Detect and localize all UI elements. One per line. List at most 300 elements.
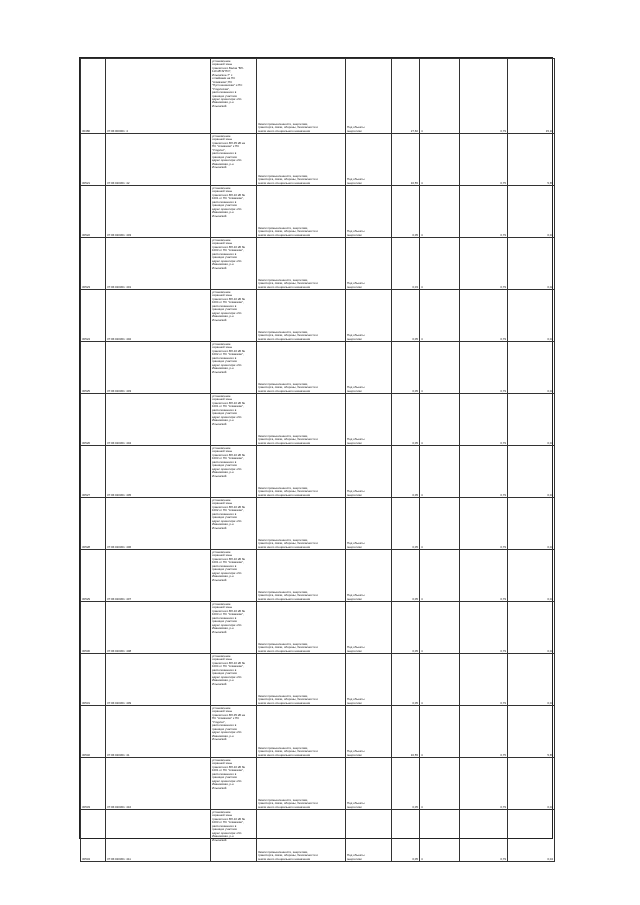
amount-value: 0,04 [508, 290, 555, 342]
permitted-use [346, 446, 392, 498]
unit-value: 4 [420, 134, 460, 186]
description-line: Ильинский [212, 421, 227, 426]
description-line: установление [212, 758, 231, 762]
description-line: адрес ориентира: обл. [212, 730, 243, 735]
description-line: Ильинское-7" с [212, 72, 233, 77]
land-category [257, 654, 346, 706]
record-number: 30522 [81, 186, 106, 238]
amount-value: 0,04 [508, 342, 555, 394]
description-line: расположенного в [212, 771, 237, 776]
description-line: охранной зоны [212, 813, 233, 818]
description-line: транзитного ВЛ-35 кВ на [212, 712, 245, 717]
encumbrance-description [211, 602, 257, 654]
description-line: границах участков [212, 463, 237, 468]
description-line: Ивановская, р-н [212, 522, 234, 527]
description-line: 1003 от ПС "Алмазово", [212, 248, 244, 253]
encumbrance-description [211, 342, 257, 394]
permitted-use-line: энергетики [347, 388, 362, 393]
description-line: границах участков [212, 619, 237, 624]
land-category-line: Земли промышленности, энергетики, [258, 537, 309, 542]
area-value: 0,05 [392, 758, 420, 810]
description-line: расположенного в [212, 563, 237, 568]
amount-value: 0,02 [508, 238, 555, 290]
land-category-line: транспорта, связи, обороны, безопасности и [258, 177, 318, 182]
unit-value: 4 [420, 550, 460, 602]
land-category-line: транспорта, связи, обороны, безопасности и [258, 333, 318, 338]
table-row [81, 654, 555, 706]
land-category-line: Земли промышленности, энергетики, [258, 277, 309, 282]
description-line: установление [212, 498, 231, 502]
record-number: 30530 [81, 602, 106, 654]
description-line: расположенного в [212, 459, 237, 464]
description-line: границах участков [212, 307, 237, 312]
cadastral-number: 37:06:020301: 42 [106, 134, 211, 186]
permitted-use-line: Под объекты [347, 333, 365, 338]
land-category-line: Земли промышленности, энергетики, [258, 849, 309, 854]
encumbrance-description [211, 654, 257, 706]
description-line: расположенного в [212, 199, 237, 204]
cadastral-number: 37:06:020301: 405 [106, 446, 211, 498]
cadastral-table [80, 58, 555, 862]
land-category [257, 550, 346, 602]
permitted-use [346, 706, 392, 758]
description-line: Ивановская, р-н [212, 574, 234, 579]
description-line: установление [212, 550, 231, 554]
permitted-use-line: энергетики [347, 700, 362, 705]
description-line: расположенного в [212, 823, 237, 828]
amount-value: 0,04 [508, 810, 555, 862]
description-line: Ильинский [212, 103, 227, 108]
cadastral-number: 37:06:020301: 409 [106, 654, 211, 706]
amount-value: 0,04 [508, 394, 555, 446]
description-line: расположенного в [212, 251, 237, 256]
description-line: установление [212, 394, 231, 398]
description-line: границах участков [212, 359, 237, 364]
table-row [81, 342, 555, 394]
description-line: Ивановская, р-н [212, 314, 234, 319]
land-category-line: Земли промышленности, энергетики, [258, 797, 309, 802]
cadastral-number: 37:06:020301: 404 [106, 394, 211, 446]
record-number: 30533 [81, 758, 106, 810]
description-line: Ильинский [212, 785, 227, 790]
land-category-line: Земли промышленности, энергетики, [258, 641, 309, 646]
description-line: охранной зоны [212, 241, 233, 246]
description-line: Ивановская, р-н [212, 210, 234, 215]
description-line: охранной зоны [212, 501, 233, 506]
description-line: адрес ориентира: обл. [212, 518, 243, 523]
land-category-line: Земли промышленности, энергетики, [258, 225, 309, 230]
coefficient-value: 0,79 [460, 550, 508, 602]
description-line: транзитного ВЛ-10 кВ № [212, 192, 245, 197]
description-line: Ильинский [212, 737, 227, 742]
permitted-use-line: Под объекты [347, 697, 365, 702]
description-line: адрес ориентира: обл. [212, 466, 243, 471]
cadastral-number: 37:06:020301: 411 [106, 810, 211, 862]
permitted-use-line: Под объекты [347, 489, 365, 494]
table-row [81, 134, 555, 186]
record-number: 30526 [81, 394, 106, 446]
description-line: установление [212, 654, 231, 658]
amount-value: 0,04 [508, 758, 555, 810]
description-line: Ивановская, р-н [212, 782, 234, 787]
amount-value: 5,65 [508, 134, 555, 186]
area-value: 0,05 [392, 394, 420, 446]
area-value: 0,05 [392, 446, 420, 498]
coefficient-value: 0,79 [460, 394, 508, 446]
permitted-use [346, 602, 392, 654]
record-number: 30525 [81, 342, 106, 394]
description-line: охранной зоны [212, 605, 233, 610]
description-line: расположенного в [212, 407, 237, 412]
coefficient-value: 0,79 [460, 654, 508, 706]
land-category [257, 238, 346, 290]
permitted-use [346, 758, 392, 810]
unit-value: 4 [420, 186, 460, 238]
description-line: адрес ориентира: обл. [212, 258, 243, 263]
record-number: 30521 [81, 134, 106, 186]
amount-value: 0,04 [508, 550, 555, 602]
description-line: транзитного ВЛ-10 кВ № [212, 244, 245, 249]
description-line: транзитного ВЛ-10 кВ № [212, 400, 245, 405]
unit-value: 4 [420, 602, 460, 654]
description-line: транзитного ВЛ-10 кВ № [212, 816, 245, 821]
permitted-use-line: Под объекты [347, 385, 365, 390]
land-category [257, 186, 346, 238]
description-line: границах участков [212, 567, 237, 572]
land-category-line: земли иного специального назначения [258, 284, 311, 289]
encumbrance-description [211, 498, 257, 550]
land-category-line: транспорта, связи, обороны, безопасности и [258, 281, 318, 286]
land-category-line: земли иного специального назначения [258, 388, 311, 393]
description-line: транзитного ВЛ-10 кВ № [212, 660, 245, 665]
description-line: границах участков [212, 726, 237, 731]
table-row [81, 602, 555, 654]
document-sheet [79, 57, 553, 861]
land-category [257, 446, 346, 498]
description-line: установление [212, 602, 231, 606]
permitted-use-line: Под объекты [347, 853, 365, 858]
land-category-line: транспорта, связи, обороны, безопасности и [258, 541, 318, 546]
land-category-line: земли иного специального назначения [258, 804, 311, 809]
unit-value: 4 [420, 59, 460, 134]
area-value: 0,05 [392, 290, 420, 342]
permitted-use-line: Под объекты [347, 645, 365, 650]
land-category [257, 134, 346, 186]
description-line: транзитного ВЛ-10 кВ № [212, 452, 245, 457]
permitted-use [346, 654, 392, 706]
land-category [257, 758, 346, 810]
description-line: транзитного ВЛ-10 кВ № [212, 764, 245, 769]
description-line: Ильинский [212, 473, 227, 478]
description-line: расположенного в [212, 667, 237, 672]
unit-value: 4 [420, 394, 460, 446]
area-value: 0,05 [392, 602, 420, 654]
table-row [81, 238, 555, 290]
description-line: охранной зоны [212, 761, 233, 766]
record-number: 30480 [81, 59, 106, 134]
description-line: Ильинский [212, 317, 227, 322]
record-number: 30527 [81, 446, 106, 498]
description-line: установление [212, 290, 231, 294]
land-category-line: земли иного специального назначения [258, 128, 311, 133]
unit-value: 4 [420, 342, 460, 394]
coefficient-value: 0,75 [460, 706, 508, 758]
description-line: установление [212, 134, 231, 138]
table-row [81, 394, 555, 446]
table-body [81, 59, 555, 862]
table-row [81, 758, 555, 810]
description-line: Ильинский [212, 681, 227, 686]
description-line: Ильинский [212, 213, 227, 218]
amount-value: 5,65 [508, 706, 555, 758]
description-line: Ильинский [212, 629, 227, 634]
record-number: 30528 [81, 498, 106, 550]
encumbrance-description [211, 758, 257, 810]
land-category [257, 394, 346, 446]
encumbrance-description [211, 186, 257, 238]
description-line: Ильинский [212, 525, 227, 530]
description-line: охранной зоны [212, 449, 233, 454]
description-line: Ильинский [212, 837, 227, 842]
cadastral-number: 37:06:020301: 406 [106, 498, 211, 550]
table-row [81, 706, 555, 758]
description-line: транзитного ВЛ-10 кВ № [212, 504, 245, 509]
permitted-use-line: энергетики [347, 284, 362, 289]
coefficient-value: 0,79 [460, 238, 508, 290]
land-category-line: транспорта, связи, обороны, безопасности и [258, 697, 318, 702]
description-line: адрес ориентира: обл. [212, 206, 243, 211]
description-line: ПС "Алмазово" к ПС [212, 144, 240, 149]
description-line: расположенного в [212, 511, 237, 516]
permitted-use [346, 134, 392, 186]
cadastral-number: 37:06:020301: 401 [106, 238, 211, 290]
description-line: установление [212, 446, 231, 450]
description-line: 1003 от ПС "Алмазово", [212, 820, 244, 825]
land-category [257, 342, 346, 394]
permitted-use-line: Под объекты [347, 541, 365, 546]
cadastral-number: 37:06:020301: 41 [106, 706, 211, 758]
description-line: адрес ориентира: обл. [212, 362, 243, 367]
encumbrance-description [211, 550, 257, 602]
description-line: Ивановская, р-н [212, 366, 234, 371]
description-line: адрес ориентира: обл. [212, 674, 243, 679]
permitted-use-line: Под объекты [347, 801, 365, 806]
description-line: охранной зоны [212, 657, 233, 662]
record-number: 30534 [81, 810, 106, 862]
coefficient-value: 0,79 [460, 758, 508, 810]
unit-value: 4 [420, 810, 460, 862]
description-line: 1003 от ПС "Алмазово", [212, 612, 244, 617]
description-line: "Алмазово",ПС [212, 79, 233, 84]
description-line: "Угодичи", [212, 147, 226, 152]
description-line: транзитного ВЛ-10 кВ № [212, 608, 245, 613]
land-category-line: транспорта, связи, обороны, безопасности и [258, 125, 318, 130]
permitted-use-line: энергетики [347, 440, 362, 445]
description-line: границах участков [212, 671, 237, 676]
unit-value: 4 [420, 498, 460, 550]
description-line: Ивановская, р-н [212, 626, 234, 631]
encumbrance-description [211, 290, 257, 342]
land-category-line: транспорта, связи, обороны, безопасности и [258, 593, 318, 598]
unit-value: 4 [420, 238, 460, 290]
description-line: расположенного в [212, 615, 237, 620]
land-category-line: земли иного специального назначения [258, 596, 311, 601]
permitted-use-line: энергетики [347, 128, 362, 133]
description-line: 1001 от ПС "Алмазово", [212, 196, 244, 201]
table-row [81, 446, 555, 498]
description-line: 110 кВ"АГПО", [212, 69, 232, 74]
description-line: адрес ориентира: обл. [212, 414, 243, 419]
description-line: 1001 от ПС "Алмазово", [212, 404, 244, 409]
coefficient-value: 0,79 [460, 810, 508, 862]
area-value: 0,05 [392, 550, 420, 602]
description-line: 1001 от ПС "Алмазово", [212, 560, 244, 565]
permitted-use [346, 186, 392, 238]
record-number: 30529 [81, 550, 106, 602]
coefficient-value: 0,79 [460, 446, 508, 498]
land-category [257, 498, 346, 550]
description-line: 1002 от ПС "Алмазово", [212, 508, 244, 513]
description-line: Ивановская, р-н [212, 470, 234, 475]
description-line: Ивановская, р-н [212, 733, 234, 738]
description-line: отпайками на ПС [212, 76, 236, 81]
area-value: 0,05 [392, 342, 420, 394]
amount-value: 15,16 [508, 59, 555, 134]
coefficient-value: 0,79 [460, 186, 508, 238]
description-line: транзитного ВЛ-35 кВ на [212, 140, 245, 145]
permitted-use-line: Под объекты [347, 125, 365, 130]
table-row [81, 290, 555, 342]
table-row [81, 186, 555, 238]
cadastral-number: 37:06:000001: 4 [106, 59, 211, 134]
land-category-line: Земли промышленности, энергетики, [258, 381, 309, 386]
description-line: Ивановская, р-н [212, 262, 234, 267]
description-line: 1001 от ПС "Алмазово", [212, 768, 244, 773]
description-line: охранной зоны [212, 553, 233, 558]
permitted-use-line: Под объекты [347, 749, 365, 754]
unit-value: 4 [420, 654, 460, 706]
permitted-use-line: Под объекты [347, 229, 365, 234]
description-line: Ивановская, р-н [212, 100, 234, 105]
area-value: 16,55 [392, 706, 420, 758]
land-category-line: земли иного специального назначения [258, 492, 311, 497]
permitted-use-line: Под объекты [347, 593, 365, 598]
area-value: 0,03 [392, 238, 420, 290]
land-category-line: земли иного специального назначения [258, 336, 311, 341]
permitted-use-line: энергетики [347, 648, 362, 653]
description-line: охранной зоны [212, 345, 233, 350]
description-line: установление [212, 706, 231, 710]
unit-value: 4 [420, 758, 460, 810]
area-value: 16,55 [392, 134, 420, 186]
encumbrance-description [211, 706, 257, 758]
unit-value: 4 [420, 290, 460, 342]
description-line: транзитного ВЛ-10 кВ № [212, 348, 245, 353]
permitted-use [346, 290, 392, 342]
land-category-line: транспорта, связи, обороны, безопасности и [258, 385, 318, 390]
land-category-line: Земли промышленности, энергетики, [258, 745, 309, 750]
land-category-line: земли иного специального назначения [258, 700, 311, 705]
cadastral-number: 37:06:020301: 403 [106, 186, 211, 238]
description-line: границах участков [212, 515, 237, 520]
cadastral-number: 37:06:020301: 407 [106, 550, 211, 602]
description-line: Ильинский [212, 265, 227, 270]
land-category-line: земли иного специального назначения [258, 232, 311, 237]
land-category [257, 810, 346, 862]
description-line: 1004 от ПС "Алмазово", [212, 300, 244, 305]
description-line: адрес ориентира: обл. [212, 158, 243, 163]
land-category [257, 706, 346, 758]
permitted-use-line: Под объекты [347, 437, 365, 442]
encumbrance-description [211, 59, 257, 134]
description-line: транзитного ВЛ-10 кВ № [212, 556, 245, 561]
permitted-use [346, 550, 392, 602]
description-line: адрес ориентира: обл. [212, 830, 243, 835]
description-line: границах участков [212, 93, 237, 98]
amount-value: 0,04 [508, 186, 555, 238]
description-line: охранной зоны [212, 62, 233, 67]
description-line: адрес ориентира: обл. [212, 310, 243, 315]
unit-value: 4 [420, 706, 460, 758]
permitted-use-line: энергетики [347, 752, 362, 757]
record-number: 30524 [81, 290, 106, 342]
permitted-use-line: Под объекты [347, 281, 365, 286]
permitted-use-line: энергетики [347, 856, 362, 861]
amount-value: 0,04 [508, 602, 555, 654]
description-line: транзитного ВЛ-10 кВ № [212, 296, 245, 301]
description-line: адрес ориентира: обл. [212, 96, 243, 101]
land-category-line: Земли промышленности, энергетики, [258, 485, 309, 490]
area-value: 0,05 [392, 186, 420, 238]
permitted-use [346, 59, 392, 134]
land-category-line: транспорта, связи, обороны, безопасности и [258, 645, 318, 650]
area-value: 27,60 [392, 59, 420, 134]
permitted-use [346, 498, 392, 550]
description-line: Ивановская, р-н [212, 418, 234, 423]
description-line: охранной зоны [212, 137, 233, 142]
land-category-line: транспорта, связи, обороны, безопасности и [258, 749, 318, 754]
cadastral-number: 37:06:020301: 403 [106, 342, 211, 394]
land-category-line: Земли промышленности, энергетики, [258, 329, 309, 334]
area-value: 0,05 [392, 498, 420, 550]
description-line: Ивановская, р-н [212, 678, 234, 683]
encumbrance-description [211, 134, 257, 186]
encumbrance-description [211, 238, 257, 290]
area-value: 0,05 [392, 810, 420, 862]
description-line: границах участков [212, 827, 237, 832]
description-line: "Пустошнинская" и ПС [212, 83, 243, 88]
land-category [257, 59, 346, 134]
description-line: границах участков [212, 154, 237, 159]
table-row [81, 810, 555, 862]
description-line: границах участков [212, 255, 237, 260]
description-line: Ильинский [212, 369, 227, 374]
description-line: охранной зоны [212, 293, 233, 298]
description-line: Ивановская, р-н [212, 161, 234, 166]
permitted-use-line: энергетики [347, 232, 362, 237]
land-category-line: земли иного специального назначения [258, 856, 311, 861]
area-value: 0,05 [392, 654, 420, 706]
amount-value: 0,04 [508, 498, 555, 550]
land-category-line: земли иного специального назначения [258, 544, 311, 549]
description-line: установление [212, 238, 231, 242]
permitted-use-line: энергетики [347, 596, 362, 601]
permitted-use-line: энергетики [347, 492, 362, 497]
description-line: 1004 от ПС "Алмазово", [212, 664, 244, 669]
table-row [81, 59, 555, 134]
land-category-line: земли иного специального назначения [258, 752, 311, 757]
description-line: "Угодичи", [212, 719, 226, 724]
